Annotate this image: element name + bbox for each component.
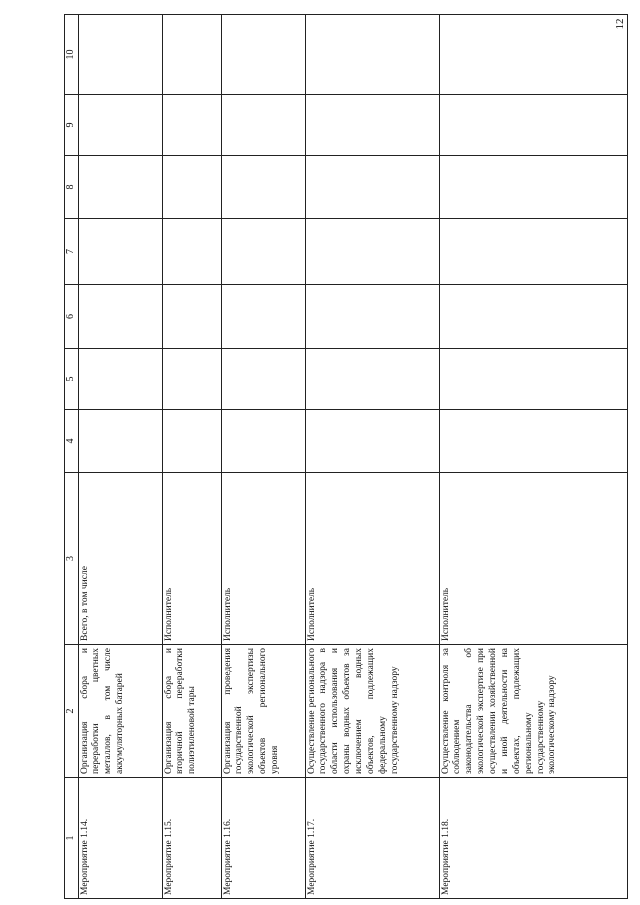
value-cell [162, 156, 221, 219]
value-cell [221, 15, 305, 95]
value-cell [78, 285, 162, 349]
value-cell [439, 410, 627, 473]
column-header: 6 [65, 285, 79, 349]
measure-cell: Мероприятие 1.15. [162, 778, 221, 899]
value-cell [439, 15, 627, 95]
page-number: 12 [614, 18, 626, 30]
value-cell [305, 15, 439, 95]
column-header: 2 [65, 645, 79, 778]
column-header: 5 [65, 349, 79, 410]
measure-cell: Мероприятие 1.16. [221, 778, 305, 899]
executor-cell: Исполнитель [305, 473, 439, 645]
program-table [64, 14, 628, 899]
value-cell [305, 219, 439, 285]
value-cell [305, 285, 439, 349]
executor-cell: Исполнитель [221, 473, 305, 645]
value-cell [439, 95, 627, 156]
description-cell: Организация сбора и переработки цветных металлов, в том числе аккумуляторных батарей [78, 645, 162, 778]
description-cell: Организация проведения государственной экологической экспертизы объектов регионального уровня [221, 645, 305, 778]
column-header: 1 [65, 778, 79, 899]
table-row [221, 15, 305, 899]
measure-cell: Мероприятие 1.14. [78, 778, 162, 899]
column-header: 4 [65, 410, 79, 473]
value-cell [78, 349, 162, 410]
value-cell [439, 285, 627, 349]
executor-cell: Всего, в том числе [78, 473, 162, 645]
value-cell [162, 285, 221, 349]
program-table-wrapper [64, 15, 627, 899]
value-cell [162, 219, 221, 285]
column-header: 3 [65, 473, 79, 645]
column-header: 10 [65, 15, 79, 95]
value-cell [305, 349, 439, 410]
value-cell [221, 285, 305, 349]
column-header: 7 [65, 219, 79, 285]
value-cell [78, 95, 162, 156]
table-row [78, 15, 162, 899]
column-header: 9 [65, 95, 79, 156]
value-cell [162, 95, 221, 156]
value-cell [439, 219, 627, 285]
value-cell [305, 95, 439, 156]
value-cell [221, 410, 305, 473]
value-cell [162, 15, 221, 95]
value-cell [221, 349, 305, 410]
value-cell [439, 156, 627, 219]
table-row [162, 15, 221, 899]
description-cell: Осуществление контроля за соблюдением законодательства об экологической экспертизе при осуществлении хозяйственной и иной деятельности на объектах, подлежащих региональному государственному экологическому надзору [439, 645, 627, 778]
value-cell [221, 95, 305, 156]
value-cell [78, 219, 162, 285]
value-cell [78, 156, 162, 219]
value-cell [305, 156, 439, 219]
value-cell [78, 15, 162, 95]
value-cell [162, 410, 221, 473]
measure-cell: Мероприятие 1.18. [439, 778, 627, 899]
value-cell [78, 410, 162, 473]
value-cell [221, 156, 305, 219]
value-cell [439, 349, 627, 410]
description-cell: Организация сбора и вторичной переработки полиэтиленовой тары [162, 645, 221, 778]
value-cell [162, 349, 221, 410]
header-row [65, 15, 79, 899]
executor-cell: Исполнитель [439, 473, 627, 645]
column-header: 8 [65, 156, 79, 219]
value-cell [305, 410, 439, 473]
table-row [305, 15, 439, 899]
description-cell: Осуществление регионального государственного надзора в области использования и охраны водных объектов за исключением водных объектов, подлежащих федеральному государственному надзору [305, 645, 439, 778]
measure-cell: Мероприятие 1.17. [305, 778, 439, 899]
executor-cell: Исполнитель [162, 473, 221, 645]
value-cell [221, 219, 305, 285]
table-row [439, 15, 627, 899]
